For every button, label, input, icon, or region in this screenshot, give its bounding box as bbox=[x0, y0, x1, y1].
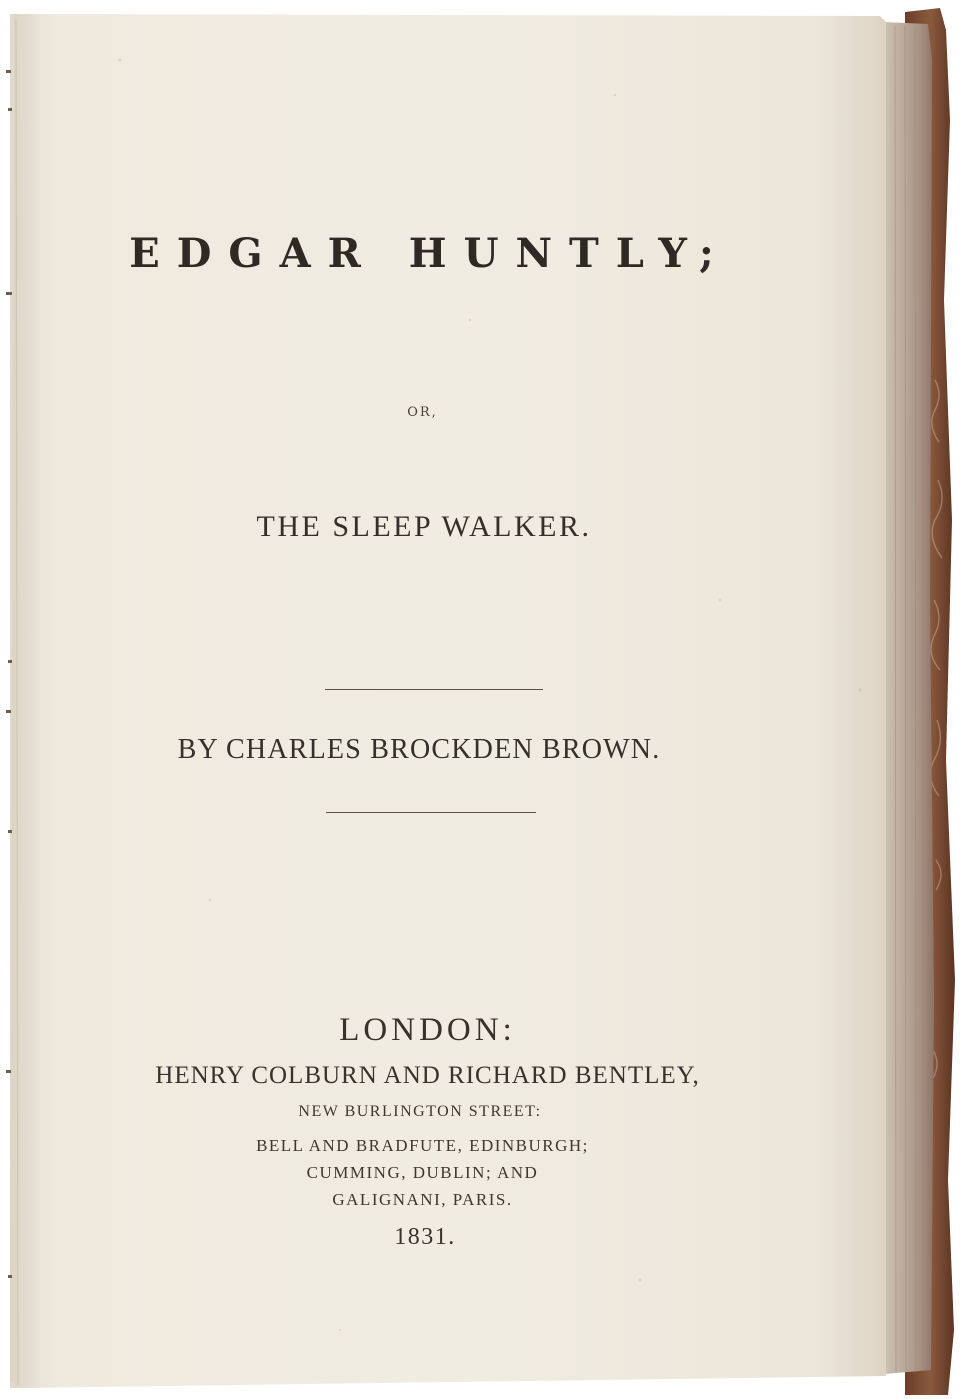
book-subtitle: THE SLEEP WALKER. bbox=[256, 510, 592, 543]
imprint-address: NEW BURLINGTON STREET: bbox=[298, 1103, 542, 1120]
imprint-place: LONDON: bbox=[339, 1012, 516, 1048]
rule-below-author bbox=[326, 812, 536, 813]
rule-above-author bbox=[325, 689, 543, 690]
imprint-year: 1831. bbox=[394, 1224, 456, 1250]
imprint-publisher: HENRY COLBURN AND RICHARD BENTLEY, bbox=[155, 1062, 700, 1089]
title-conjunction: OR, bbox=[407, 405, 438, 420]
author-line: BY CHARLES BROCKDEN BROWN. bbox=[177, 734, 661, 765]
imprint-agent: GALIGNANI, PARIS. bbox=[332, 1190, 513, 1209]
imprint-agent: BELL AND BRADFUTE, EDINBURGH; bbox=[256, 1136, 589, 1155]
imprint-agent: CUMMING, DUBLIN; AND bbox=[306, 1163, 539, 1182]
book-title: EDGAR HUNTLY; bbox=[129, 230, 731, 277]
